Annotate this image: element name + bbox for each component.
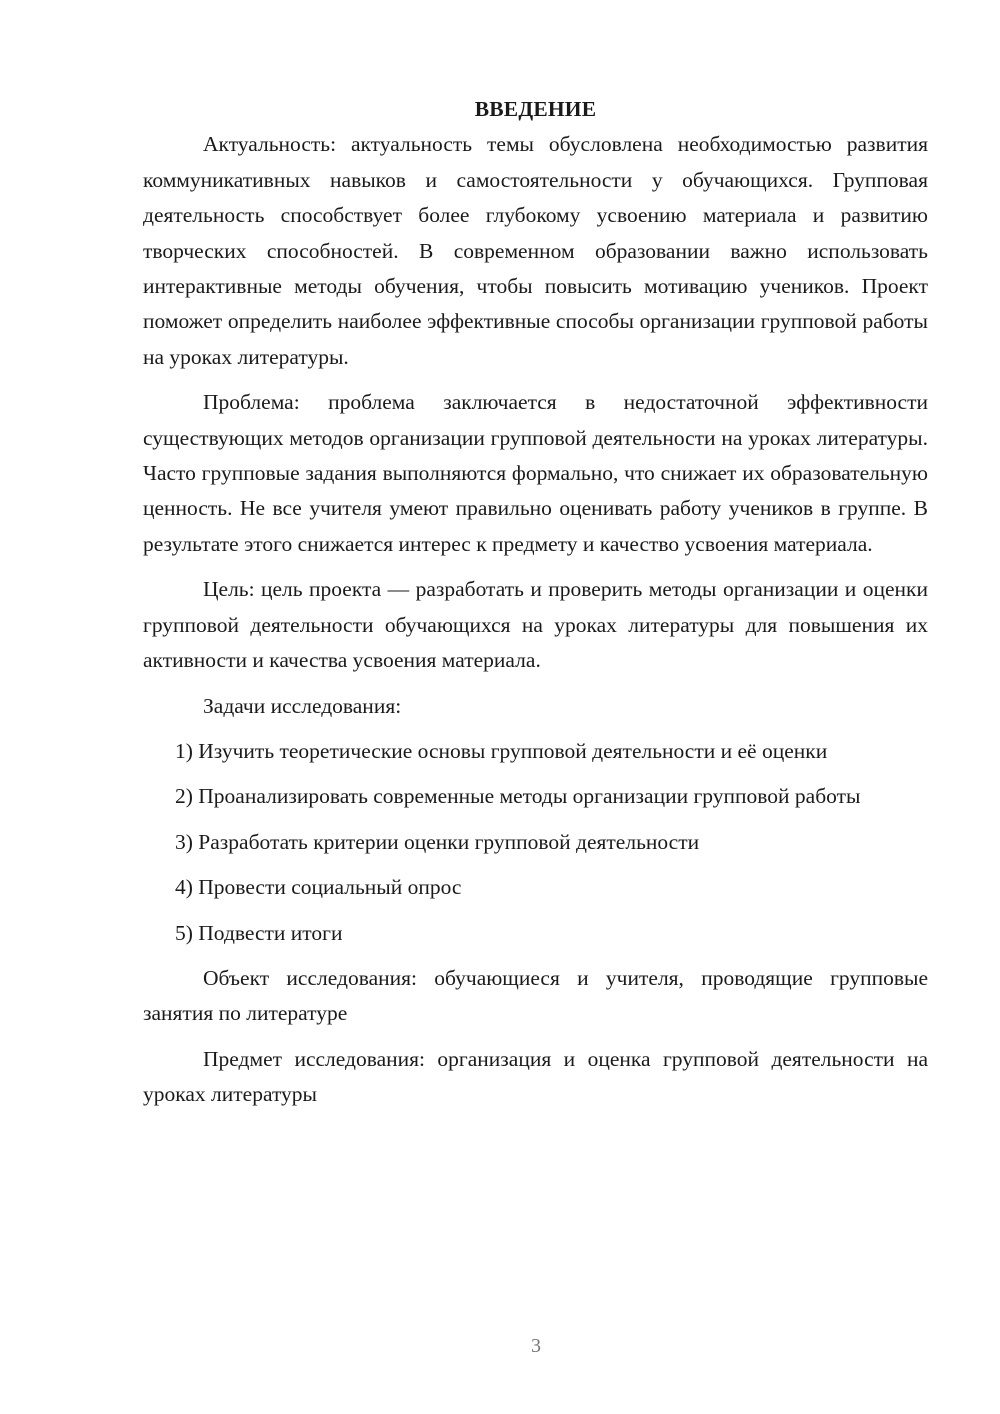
paragraph-object: Объект исследования: обучающиеся и учителя, проводящие групповые занятия по литературе (143, 965, 928, 1026)
list-item: 1) Изучить теоретические основы групповой деятельности и её оценки (175, 738, 828, 763)
list-item: 3) Разработать критерии оценки групповой деятельности (175, 829, 700, 854)
tasks-heading: Задачи исследования: (203, 693, 402, 718)
tasks-list (143, 734, 928, 951)
paragraph-goal: Цель: цель проекта — разработать и проверить методы организации и оценки групповой деятельности обучающихся на уроках литературы для повышения их активности и качества усвоения материала. (143, 577, 928, 673)
page-number: 3 (531, 1335, 541, 1357)
paragraph-subject: Предмет исследования: организация и оценка групповой деятельности на уроках литературы (143, 1046, 928, 1107)
paragraph-problem: Проблема: проблема заключается в недостаточной эффективности существующих методов организации групповой деятельности на уроках литературы. Часто групповые задания выполняются формально, что снижает их образовательную ценность. Не все учителя умеют правильно оценивать работу учеников в группе. В результате этого снижается интерес к предмету и качество усвоения материала. (143, 390, 928, 556)
list-item: 2) Проанализировать современные методы организации групповой работы (175, 784, 861, 809)
list-item: 5) Подвести итоги (175, 920, 343, 945)
document-page (143, 92, 928, 1113)
paragraph-relevance: Актуальность: актуальность темы обусловлена необходимостью развития коммуникативных навыков и самостоятельности у обучающихся. Групповая деятельность способствует более глубокому усвоению материала и развитию творческих способностей. В современном образовании важно использовать интерактивные методы обучения, чтобы повысить мотивацию учеников. Проект поможет определить наиболее эффективные способы организации групповой работы на уроках литературы. (143, 132, 928, 369)
document-title: ВВЕДЕНИЕ (474, 97, 597, 121)
list-item: 4) Провести социальный опрос (175, 875, 462, 900)
